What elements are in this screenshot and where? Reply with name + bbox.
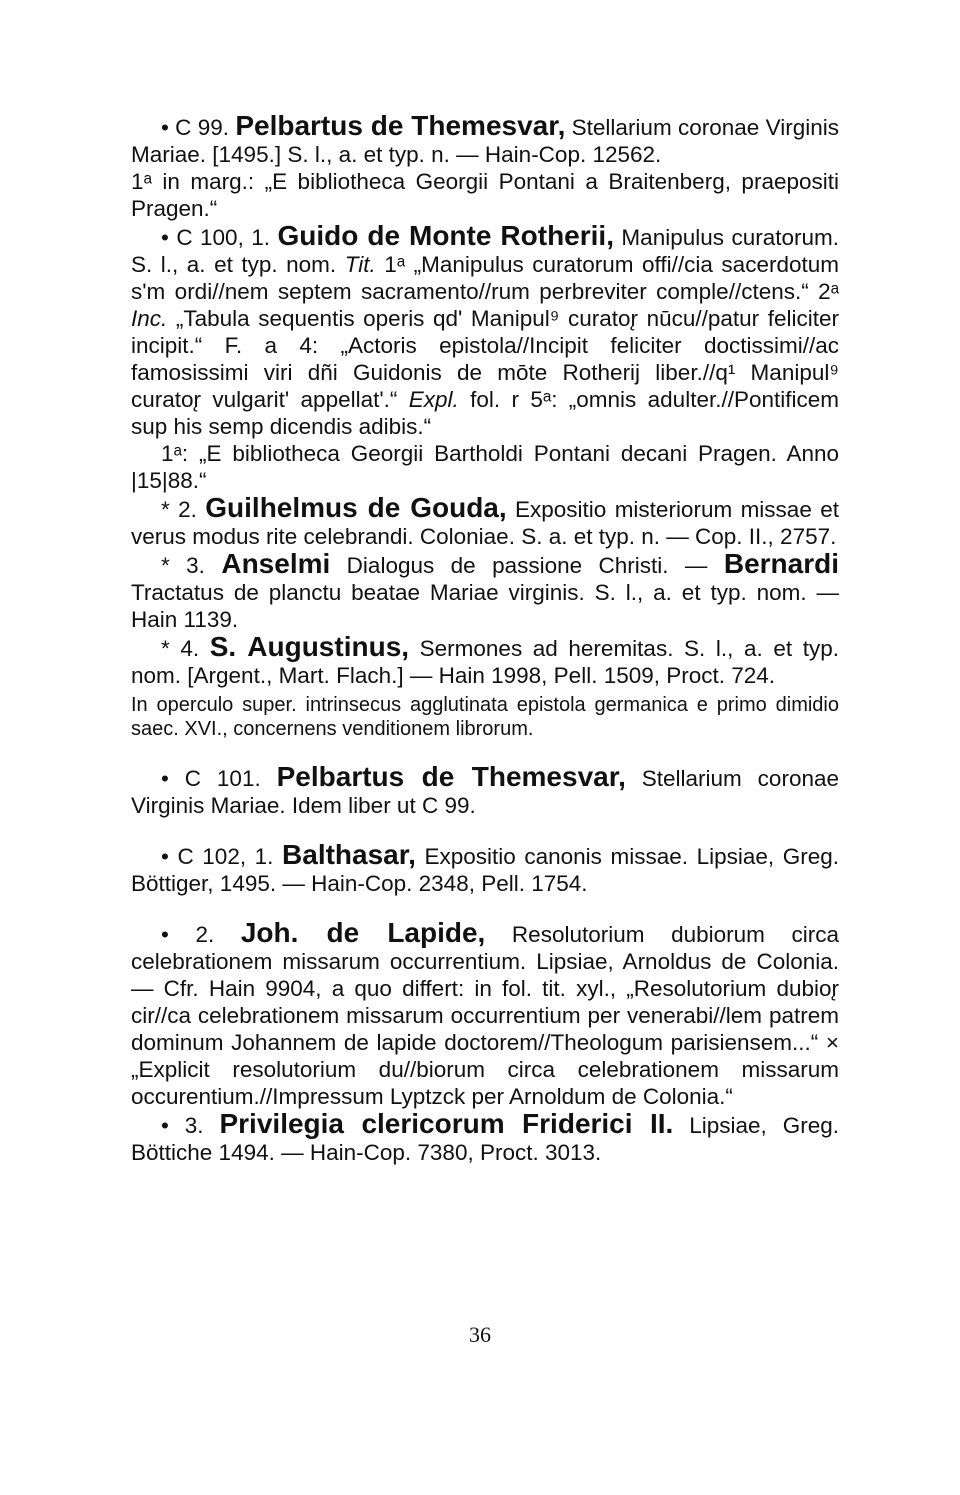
entry-c102-3 — [131, 1110, 839, 1166]
entry-body: Stellarium coronae Virginis Mariae. [1495.] S. l., a. et typ. n. — Hain-Cop. 12562. — [131, 115, 839, 167]
entry-mark: • 3. — [161, 1113, 204, 1138]
entry-mark: • C 99. — [161, 115, 230, 140]
entry-note: 1ᵃ: „E bibliotheca Georgii Bartholdi Pontani decani Pragen. Anno |15|88.“ — [131, 441, 839, 493]
entry-body: Dialogus de passione Christi. — — [330, 553, 724, 578]
page-number: 36 — [469, 1322, 491, 1347]
entry-c100-1 — [131, 222, 839, 440]
entry-body: 1ᵃ „Manipulus curatorum offi//cia sacerdotum s'm ordi//nem septem sacramento//rum perbreviter comple//ctens.“ 2ᵃ — [131, 252, 839, 304]
entry-body: fol. r 5ᵃ: „omnis adulter.//Pontificem sup his semp dicendis adibis.“ — [131, 387, 839, 439]
entry-heading: Balthasar, — [282, 839, 416, 870]
entry-c102-2 — [131, 919, 839, 1110]
entry-heading: Joh. de Lapide, — [240, 917, 486, 948]
entry-body: Expositio misteriorum missae et verus modus rite celebrandi. Coloniae. S. a. et typ. n. — Cop. II., 2757. — [131, 497, 839, 549]
entry-note: 1ᵃ in marg.: „E bibliotheca Georgii Pontani a Braitenberg, praepositi Pragen.“ — [131, 169, 839, 221]
entry-mark: * 3. — [161, 553, 205, 578]
entry-heading: Privilegia clericorum Friderici II. — [219, 1108, 674, 1139]
entry-heading: Bernardi — [723, 548, 839, 579]
entry-note: In operculo super. intrinsecus agglutinata epistola germanica e primo dimidio saec. XVI., concernens venditionem librorum. — [131, 694, 839, 740]
entry-heading: Pelbartus de Themesvar, — [235, 110, 566, 141]
entry-c100-2 — [131, 494, 839, 550]
entry-body: Sermones ad heremitas. S. l., a. et typ. nom. [Argent., Mart. Flach.] — Hain 1998, Pell. 1509, Proct. 724. — [131, 636, 839, 688]
entry-mark: • C 100, 1. — [161, 225, 271, 250]
entry-italic: Tit. — [344, 252, 376, 277]
entry-body: Tractatus de planctu beatae Mariae virginis. S. l., a. et typ. nom. — Hain 1139. — [131, 580, 839, 632]
entry-heading: Pelbartus de Themesvar, — [276, 761, 626, 792]
entry-body: Manipulus curatorum. S. l., a. et typ. nom. — [131, 225, 839, 277]
entry-body: Expositio canonis missae. Lipsiae, Greg. Böttiger, 1495. — Hain-Cop. 2348, Pell. 1754. — [131, 844, 839, 896]
entry-mark: * 4. — [161, 636, 200, 661]
entry-heading: Guilhelmus de Gouda, — [205, 492, 507, 523]
entry-c102-1 — [131, 841, 839, 897]
entry-mark: • C 101. — [161, 766, 261, 791]
entry-heading: Guido de Monte Rotherii, — [277, 220, 614, 251]
entry-body: Resolutorium dubiorum circa celebrationem missarum occurrentium. Lipsiae, Arnoldus de Colonia. — Cfr. Hain 9904, a quo differt: in fol. tit. xyl., „Resolutorium dubior̨ cir//ca celebrationem missarum occurrentium per venerabi//lem patrem dominum Johannem de lapide doctorem//Theologum parisiensem...“ × „Explicit resolutorium du//biorum circa celebrationem missarum occurentium.//Impressum Lyptzck per Arnoldum de Colonia.“ — [131, 922, 839, 1109]
entry-italic: Inc. — [131, 306, 168, 331]
entry-body: Lipsiae, Greg. Böttiche 1494. — Hain-Cop. 7380, Proct. 3013. — [131, 1113, 839, 1165]
entry-heading: Anselmi — [221, 548, 331, 579]
entry-body: Stellarium coronae Virginis Mariae. Idem liber ut C 99. — [131, 766, 839, 818]
entry-mark: • C 102, 1. — [161, 844, 274, 869]
entry-italic: Expl. — [408, 387, 459, 412]
entry-mark: • 2. — [161, 922, 215, 947]
catalog-text — [131, 112, 839, 1166]
entry-c101 — [131, 763, 839, 819]
entry-body: „Tabula sequentis operis qd' Manipul⁹ curator̨ nūcu//patur feliciter incipit.“ F. a 4: „Actoris epistola//Incipit feliciter doctissimi//ac famosissimi viri dñi Guidonis de mōte Rotherij liber.//q¹ Manipul⁹ curator̨ vulgarit' appellat'.“ — [131, 306, 839, 412]
entry-c100-4 — [131, 633, 839, 689]
entry-c99 — [131, 112, 839, 168]
entry-mark: * 2. — [161, 497, 197, 522]
entry-c100-3 — [131, 550, 839, 633]
entry-heading: S. Augustinus, — [209, 631, 410, 662]
